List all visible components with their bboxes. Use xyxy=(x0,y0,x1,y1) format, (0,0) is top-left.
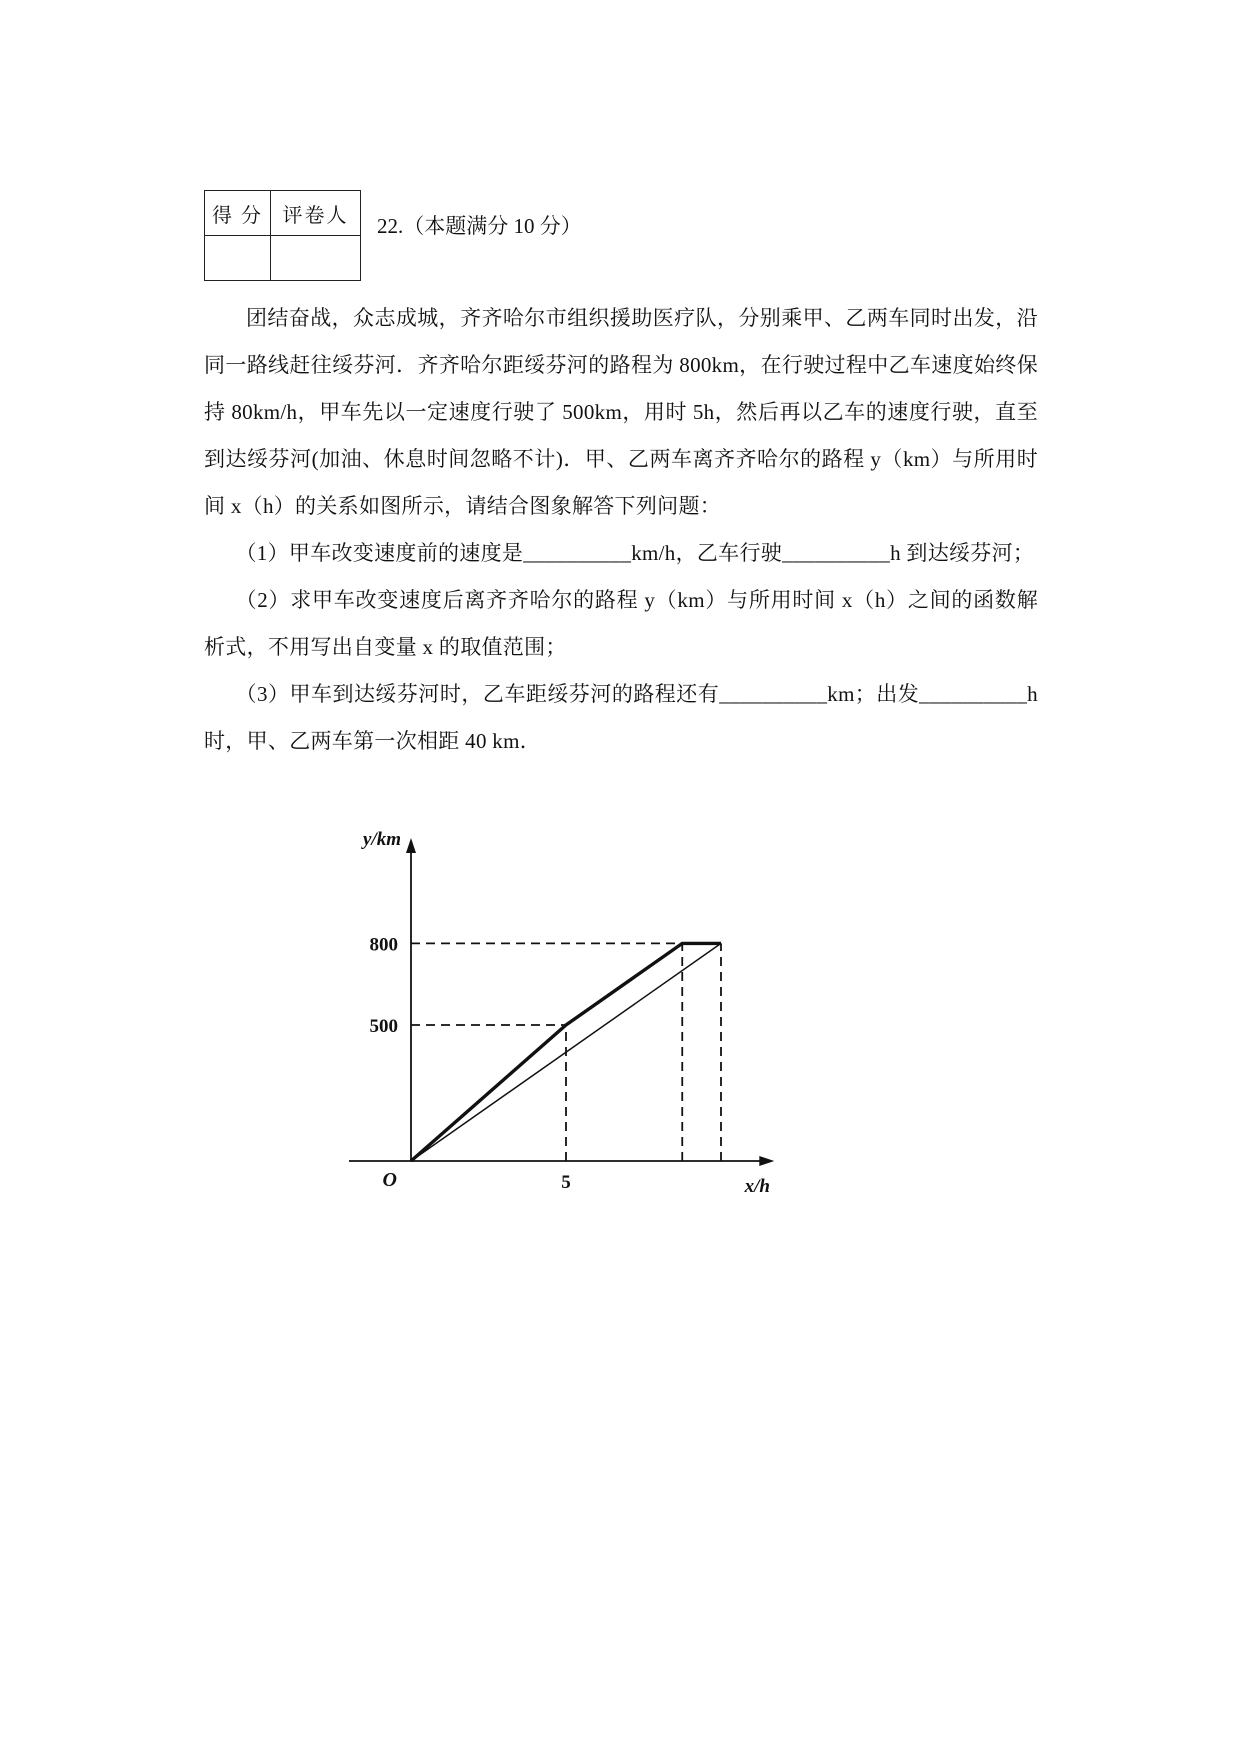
score-box-cell-score xyxy=(205,236,271,281)
score-box xyxy=(204,190,361,281)
score-box-label-score: 得 分 xyxy=(205,191,271,236)
y-tick-label: 800 xyxy=(369,934,398,956)
sub-question-3: （3）甲车到达绥芬河时，乙车距绥芬河的路程还有__________km；出发__________h 时，甲、乙两车第一次相距 40 km． xyxy=(204,682,1038,754)
score-box-label-grader: 评卷人 xyxy=(271,191,361,236)
origin-label: O xyxy=(382,1169,397,1192)
question-header-row xyxy=(204,190,1038,281)
chart-svg xyxy=(316,809,876,1239)
exam-page-content xyxy=(204,190,1038,1244)
x-tick-label: 5 xyxy=(561,1172,571,1194)
y-tick-label: 500 xyxy=(369,1016,398,1038)
sub-question-2: （2）求甲车改变速度后离齐齐哈尔的路程 y（km）与所用时间 x（h）之间的函数解析式，不用写出自变量 x 的取值范围； xyxy=(204,588,1038,660)
distance-time-graph xyxy=(316,809,1038,1244)
x-axis-label: x/h xyxy=(744,1176,770,1198)
score-box-cell-grader xyxy=(271,236,361,281)
x-axis-arrow xyxy=(759,1156,774,1166)
question-number: 22.（本题满分 10 分） xyxy=(377,214,582,238)
sub-question-1: （1）甲车改变速度前的速度是__________km/h，乙车行驶__________h 到达绥芬河； xyxy=(235,541,1035,566)
y-axis-arrow xyxy=(406,838,416,853)
problem-statement: 团结奋战，众志成城，齐齐哈尔市组织援助医疗队，分别乘甲、乙两车同时出发，沿同一路线赶往绥芬河．齐齐哈尔距绥芬河的路程为 800km，在行驶过程中乙车速度始终保持 80km/h，甲车先以一定速度行驶了 500km，用时 5h，然后再以乙车的速度行驶，直至到达绥芬河(加油、休息时间忽略不计)．甲、乙两车离齐齐哈尔的路程 y（km）与所用时间 x（h）的关系如图所示，请结合图象解答下列问题： xyxy=(204,306,1038,519)
y-axis-label: y/km xyxy=(363,829,401,851)
